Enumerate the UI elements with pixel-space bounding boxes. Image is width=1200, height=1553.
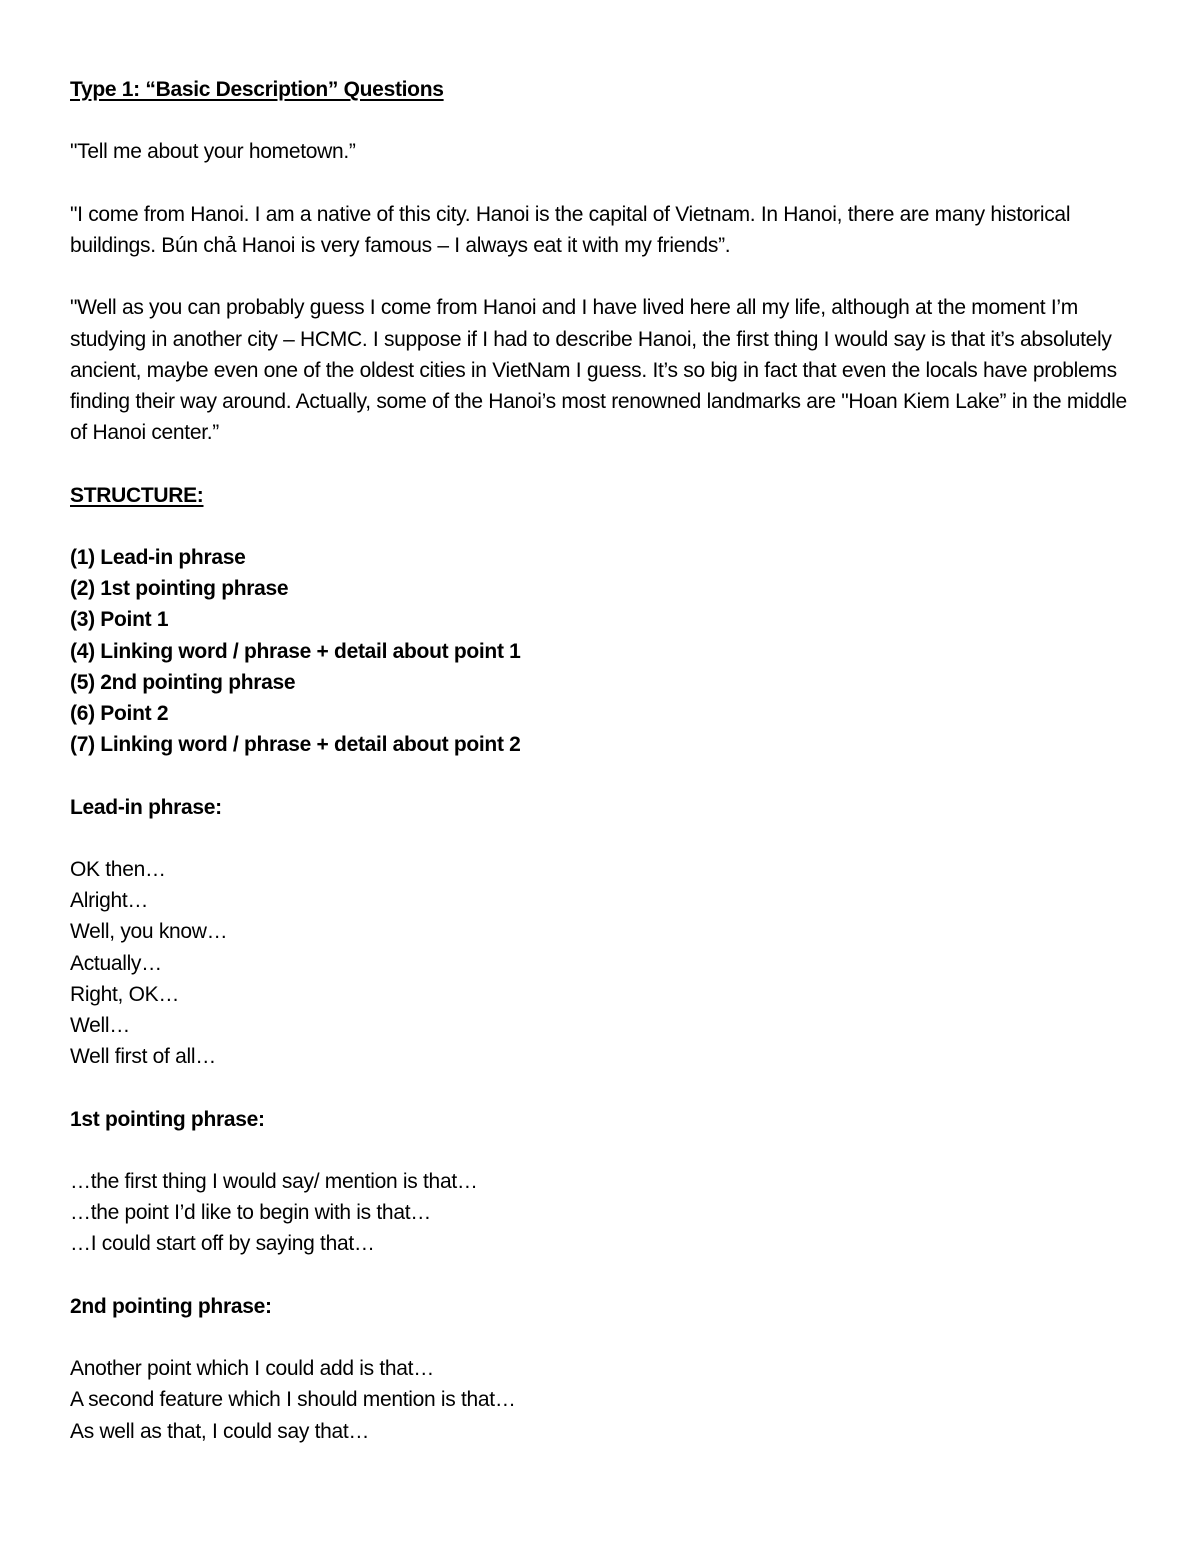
first-pointing-item: …the point I’d like to begin with is that…	[70, 1201, 431, 1225]
spacer	[70, 823, 1132, 854]
lead-in-item: Well…	[70, 1013, 130, 1037]
sample-answer-long: "Well as you can probably guess I come from Hanoi and I have lived here all my life, although at the moment I’m studying in another city – HCMC. I suppose if I had to describe Hanoi, the first thing I would say is that it’s absolutely ancient, maybe even one of the oldest cities in VietNam I guess. It’s so big in fact that even the locals have problems finding their way around. Actually, some of the Hanoi’s most renowned landmarks are "Hoan Kiem Lake” in the middle of Hanoi center.”	[70, 296, 1127, 445]
lead-in-heading: Lead-in phrase:	[70, 795, 222, 819]
lead-in-item: Well, you know…	[70, 920, 228, 944]
lead-in-item: Actually…	[70, 951, 162, 975]
spacer	[70, 105, 1132, 136]
lead-in-list	[70, 854, 1132, 1072]
sample-answer-short: "I come from Hanoi. I am a native of this city. Hanoi is the capital of Vietnam. In Hanoi, there are many historical buildings. Bún chả Hanoi is very famous – I always eat it with my friends”.	[70, 202, 1071, 257]
first-pointing-heading: 1st pointing phrase:	[70, 1107, 265, 1131]
spacer	[70, 1135, 1132, 1166]
document-page	[70, 74, 1132, 1447]
spacer	[70, 1322, 1132, 1353]
first-pointing-item: …I could start off by saying that…	[70, 1232, 375, 1256]
structure-item: (6) Point 2	[70, 701, 169, 725]
structure-item: (2) 1st pointing phrase	[70, 577, 289, 601]
structure-item: (4) Linking word / phrase + detail about point 1	[70, 639, 521, 663]
second-pointing-item: A second feature which I should mention is that…	[70, 1388, 516, 1412]
spacer	[70, 1260, 1132, 1291]
structure-item: (5) 2nd pointing phrase	[70, 670, 296, 694]
spacer	[70, 511, 1132, 542]
structure-item: (7) Linking word / phrase + detail about point 2	[70, 733, 521, 757]
spacer	[70, 261, 1132, 292]
structure-list	[70, 542, 1132, 760]
spacer	[70, 1072, 1132, 1103]
second-pointing-item: Another point which I could add is that…	[70, 1357, 434, 1381]
first-pointing-item: …the first thing I would say/ mention is that…	[70, 1169, 478, 1193]
spacer	[70, 168, 1132, 199]
spacer	[70, 760, 1132, 791]
second-pointing-item: As well as that, I could say that…	[70, 1419, 370, 1443]
second-pointing-heading: 2nd pointing phrase:	[70, 1294, 272, 1318]
lead-in-item: Right, OK…	[70, 982, 180, 1006]
second-pointing-list	[70, 1353, 1132, 1447]
structure-item: (1) Lead-in phrase	[70, 545, 246, 569]
document-title: Type 1: “Basic Description” Questions	[70, 78, 444, 101]
spacer	[70, 448, 1132, 479]
lead-in-item: Alright…	[70, 889, 149, 913]
first-pointing-list	[70, 1166, 1132, 1260]
lead-in-item: OK then…	[70, 857, 166, 881]
lead-in-item: Well first of all…	[70, 1045, 216, 1069]
structure-heading: STRUCTURE:	[70, 483, 204, 507]
structure-item: (3) Point 1	[70, 608, 169, 632]
question-text: "Tell me about your hometown.”	[70, 140, 356, 164]
